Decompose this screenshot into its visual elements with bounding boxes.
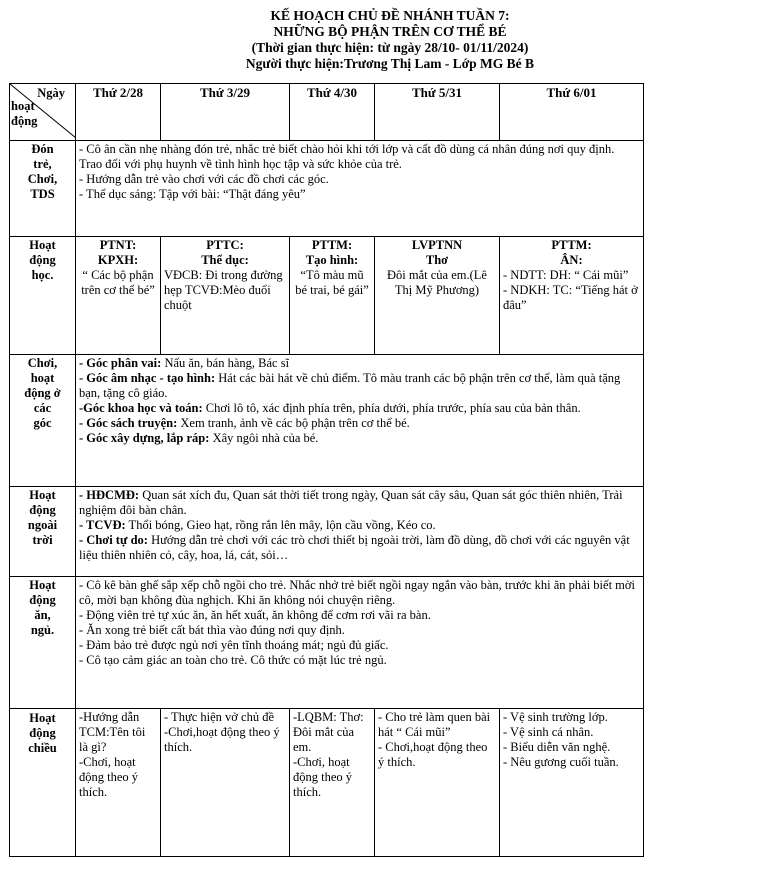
table-row — [10, 709, 644, 857]
row-label-learning: Hoạt động học. — [10, 237, 76, 355]
day-header: Thứ 6/01 — [500, 84, 644, 141]
day-header: Thứ 4/30 — [290, 84, 375, 141]
day-header: Thứ 3/29 — [161, 84, 290, 141]
meal-sleep-content: - Cô kê bàn ghế sắp xếp chỗ ngồi cho trẻ. Nhắc nhở trẻ biết ngồi ngay ngắn vào bàn, trước khi ăn phải biết mời cô, mời bạn không đùa nghịch. Khi ăn không nói chuyện riêng. - Động viên trẻ tự xúc ăn, ăn hết xuất, ăn không để cơm rơi vãi ra bàn. - Ăn xong trẻ biết cất bát thìa vào đúng nơi quy định. - Đảm bảo trẻ được ngủ nơi yên tĩnh thoáng mát; ngủ đủ giấc. - Cô tạo cảm giác an toàn cho trẻ. Cô thức có mặt lúc trẻ ngủ. — [76, 577, 644, 709]
list-item: - TCVĐ: Thổi bóng, Gieo hạt, rồng rắn lên mây, lộn cầu vồng, Kéo co. — [79, 518, 436, 532]
day-header: Thứ 5/31 — [375, 84, 500, 141]
table-header-row — [10, 84, 644, 141]
corner-activity-label: hoạt động — [11, 99, 38, 128]
row-label-corners: Chơi, hoạt động ở các góc — [10, 355, 76, 487]
table-row — [10, 577, 644, 709]
row-label-afternoon: Hoạt động chiều — [10, 709, 76, 857]
afternoon-cell-mon: -Hướng dẫn TCM:Tên tôi là gì? -Chơi, hoạt động theo ý thích. — [76, 709, 161, 857]
row-label-meal-sleep: Hoạt động ăn, ngủ. — [10, 577, 76, 709]
day-header: Thứ 2/28 — [76, 84, 161, 141]
list-item: -Góc khoa học và toán: Chơi lô tô, xác định phía trên, phía dưới, phía trước, phía sau của bản thân. — [79, 401, 581, 415]
corner-day-label: Ngày — [37, 86, 65, 100]
afternoon-cell-wed: -LQBM: Thơ: Đôi mắt của em. -Chơi, hoạt động theo ý thích. — [290, 709, 375, 857]
table-row — [10, 355, 644, 487]
table-row — [10, 237, 644, 355]
afternoon-cell-thu: - Cho trẻ làm quen bài hát “ Cái mũi” - Chơi,hoạt động theo ý thích. — [375, 709, 500, 857]
plan-subtitle: NHỮNG BỘ PHẬN TRÊN CƠ THỂ BÉ — [273, 24, 507, 39]
welcome-content: - Cô ân cần nhẹ nhàng đón trẻ, nhắc trẻ biết chào hỏi khi tới lớp và cất đồ dùng cá nhân đúng nơi quy định. Trao đổi với phụ huynh về tình hình học tập và sức khỏe của trẻ. - Hướng dẫn trẻ vào chơi với các đồ chơi các góc. - Thể dục sáng: Tập với bài: “Thật đáng yêu” — [76, 141, 644, 237]
learning-cell-tue: PTTC: Thể dục: VĐCB: Đi trong đường hẹp TCVĐ:Mèo đuổi chuột — [161, 237, 290, 355]
learning-cell-wed: PTTM: Tạo hình: “Tô màu mũ bé trai, bé gái” — [290, 237, 375, 355]
learning-cell-fri: PTTM: ÂN: - NDTT: DH: “ Cái mũi” - NDKH: TC: “Tiếng hát ở đâu” — [500, 237, 644, 355]
list-item: - HĐCMĐ: Quan sát xích đu, Quan sát thời tiết trong ngày, Quan sát cây sâu, Quan sát góc thiên nhiên, Trải nghiệm đôi bàn chân. — [79, 488, 623, 517]
afternoon-cell-tue: - Thực hiện vở chủ đề -Chơi,hoạt động theo ý thích. — [161, 709, 290, 857]
weekly-plan-table — [9, 83, 644, 857]
table-row — [10, 487, 644, 577]
learning-cell-mon: PTNT: KPXH: “ Các bộ phận trên cơ thể bé” — [76, 237, 161, 355]
row-label-welcome: Đón trẻ, Chơi, TDS — [10, 141, 76, 237]
plan-title: KẾ HOẠCH CHỦ ĐỀ NHÁNH TUẦN 7: — [270, 8, 510, 23]
list-item: - Chơi tự do: Hướng dẫn trẻ chơi với các trò chơi thiết bị ngoài trời, làm đồ dùng, đồ chơi với các nguyên vật liệu thiên nhiên cỏ, cây, hoa, lá, cát, sỏi… — [79, 533, 630, 562]
list-item: - Góc sách truyện: Xem tranh, ảnh về các bộ phận trên cơ thể bé. — [79, 416, 410, 430]
row-label-outdoor: Hoạt động ngoài trời — [10, 487, 76, 577]
list-item: - Góc phân vai: Nấu ăn, bán hàng, Bác sĩ — [79, 356, 290, 370]
afternoon-cell-fri: - Vệ sinh trường lớp. - Vệ sinh cá nhân. - Biểu diễn văn nghệ. - Nêu gương cuối tuần. — [500, 709, 644, 857]
learning-cell-thu: LVPTNN Thơ Đôi mắt của em.(Lê Thị Mỹ Phương) — [375, 237, 500, 355]
corner-cell — [10, 84, 76, 141]
list-item: - Góc xây dựng, lắp ráp: Xây ngôi nhà của bé. — [79, 431, 319, 445]
outdoor-content — [76, 487, 644, 577]
corners-content — [76, 355, 644, 487]
list-item: - Góc âm nhạc - tạo hình: Hát các bài hát về chủ điểm. Tô màu tranh các bộ phận trên cơ thể, làm quà tặng bạn, tặng cô giáo. — [79, 371, 621, 400]
document-header — [140, 8, 640, 72]
plan-teacher: Người thực hiện:Trương Thị Lam - Lớp MG Bé B — [245, 56, 535, 71]
table-row — [10, 141, 644, 237]
plan-period: (Thời gian thực hiện: từ ngày 28/10- 01/11/2024) — [251, 40, 529, 55]
